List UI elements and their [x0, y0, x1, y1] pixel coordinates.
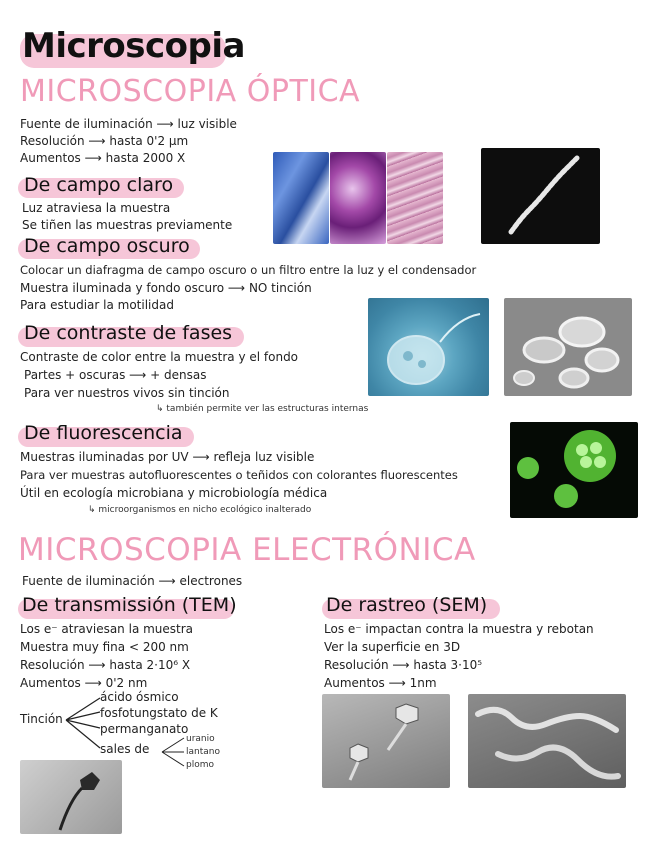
campo-claro-heading: De campo claro: [24, 174, 174, 196]
optica-line-1: Fuente de iluminación ⟶ luz visible: [20, 117, 237, 131]
sem-line-3: Resolución ⟶ hasta 3·10⁵: [324, 658, 483, 672]
sem-heading: De rastreo (SEM): [326, 594, 488, 616]
sales-brace: [160, 734, 188, 770]
tem-heading: De transmissión (TEM): [22, 594, 237, 616]
campo-claro-line-2: Se tiñen las muestras previamente: [22, 218, 233, 232]
stained-tissue-pink-image: [387, 152, 443, 244]
stained-tissue-blue-image: [273, 152, 329, 244]
campo-claro-line-1: Luz atraviesa la muestra: [22, 201, 171, 215]
fluorescencia-line-3: Útil en ecología microbiana y microbiología médica: [20, 486, 328, 500]
campo-oscuro-line-2: Muestra iluminada y fondo oscuro ⟶ NO tinción: [20, 281, 312, 295]
fluorescencia-line-2: Para ver muestras autofluorescentes o teñidos con colorantes fluorescentes: [20, 468, 458, 482]
sales-item-1: uranio: [186, 734, 215, 744]
campo-oscuro-line-3: Para estudiar la motilidad: [20, 298, 174, 312]
sales-item-3: plomo: [186, 760, 214, 770]
contraste-heading: De contraste de fases: [24, 322, 233, 344]
sem-phage-image: [322, 694, 450, 788]
tincion-item-2: fosfotungstato de K: [100, 706, 218, 720]
fluorescencia-line-1: Muestras iluminadas por UV ⟶ refleja luz visible: [20, 450, 315, 464]
contraste-line-2: Partes + oscuras ⟶ + densas: [24, 368, 207, 382]
tincion-item-1: ácido ósmico: [100, 690, 179, 704]
electronica-fuente: Fuente de iluminación ⟶ electrones: [22, 574, 243, 588]
tem-line-1: Los e⁻ atraviesan la muestra: [20, 622, 194, 636]
contraste-line-3: Para ver nuestros vivos sin tinción: [24, 386, 230, 400]
tem-line-4: Aumentos ⟶ 0'2 nm: [20, 676, 148, 690]
sales-item-2: lantano: [186, 747, 220, 757]
fluorescencia-note: ↳ microorganismos en nicho ecológico inalterado: [88, 505, 312, 515]
fluorescencia-heading: De fluorescencia: [24, 422, 183, 444]
tem-phage-image: [20, 760, 122, 834]
tincion-brace: [64, 694, 104, 758]
electronica-heading: MICROSCOPIA ELECTRÓNICA: [18, 532, 476, 568]
dark-field-spirochete-image: [481, 148, 600, 244]
tincion-item-3: permanganato: [100, 722, 189, 736]
tincion-label: Tinción: [20, 712, 63, 726]
optica-line-2: Resolución ⟶ hasta 0'2 μm: [20, 134, 189, 148]
tincion-item-4: sales de: [100, 742, 150, 756]
campo-oscuro-heading: De campo oscuro: [24, 235, 190, 257]
optica-heading: MICROSCOPIA ÓPTICA: [20, 74, 361, 109]
optica-line-3: Aumentos ⟶ hasta 2000 X: [20, 151, 186, 165]
tem-line-3: Resolución ⟶ hasta 2·10⁶ X: [20, 658, 191, 672]
contraste-line-1: Contraste de color entre la muestra y el fondo: [20, 350, 299, 364]
sem-line-4: Aumentos ⟶ 1nm: [324, 676, 437, 690]
fluorescence-cells-image: [510, 422, 638, 518]
phase-contrast-protozoa-image: [368, 298, 489, 396]
sem-line-1: Los e⁻ impactan contra la muestra y rebotan: [324, 622, 594, 636]
campo-oscuro-line-1: Colocar un diafragma de campo oscuro o un filtro entre la luz y el condensador: [20, 263, 477, 277]
phase-contrast-yeast-image: [504, 298, 632, 396]
sem-spirilla-image: [468, 694, 626, 788]
stained-tissue-purple-image: [330, 152, 386, 244]
tem-line-2: Muestra muy fina < 200 nm: [20, 640, 189, 654]
page-title: Microscopia: [22, 26, 245, 66]
sem-line-2: Ver la superficie en 3D: [324, 640, 461, 654]
contraste-note: ↳ también permite ver las estructuras internas: [156, 404, 369, 414]
